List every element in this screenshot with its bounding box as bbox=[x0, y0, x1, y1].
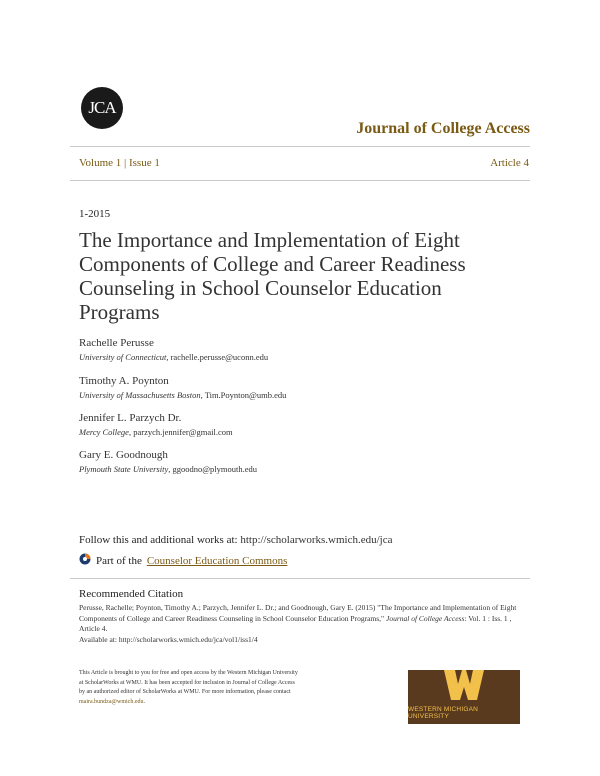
article-title[interactable]: The Importance and Implementation of Eight Components of College and Career Readiness Counseling in School Counselor Education Programs bbox=[79, 228, 466, 324]
author-name[interactable]: Rachelle Perusse bbox=[79, 337, 154, 349]
author-email: , rachelle.perusse@uconn.edu bbox=[166, 352, 269, 362]
footer-note-text: This Article is brought to you for free and open access by the Western Michigan University at ScholarWorks at WMU. It has been accepted for inclusion in Journal of College Access by an authorized editor of ScholarWorks at WMU. For more information, please contact bbox=[79, 670, 298, 695]
logo-text: JCA bbox=[88, 98, 116, 117]
citation-available-at[interactable]: Available at: http://scholarworks.wmich.edu/jca/vol1/iss1/4 bbox=[79, 634, 258, 644]
author-name[interactable]: Gary E. Goodnough bbox=[79, 449, 168, 461]
author-block bbox=[79, 375, 286, 400]
divider-middle bbox=[70, 578, 530, 579]
commons-network-icon bbox=[79, 553, 91, 568]
wmu-logo[interactable] bbox=[408, 670, 520, 724]
part-of-text: Part of the bbox=[96, 554, 142, 567]
commons-link[interactable]: Counselor Education Commons bbox=[146, 554, 288, 567]
publication-date: 1-2015 bbox=[79, 208, 111, 220]
part-of-line bbox=[79, 553, 287, 568]
author-affiliation bbox=[79, 464, 257, 474]
contact-email-link[interactable]: maira.bundza@wmich.edu bbox=[79, 698, 144, 705]
author-email: , parzych.jennifer@gmail.com bbox=[128, 427, 233, 437]
follow-text: Follow this and additional works at: bbox=[79, 534, 241, 546]
divider-header-bottom bbox=[70, 180, 530, 181]
author-name[interactable]: Timothy A. Poynton bbox=[79, 375, 169, 387]
wmu-w-icon bbox=[444, 670, 484, 700]
author-affiliation bbox=[79, 427, 233, 437]
journal-title[interactable]: Journal of College Access bbox=[356, 120, 530, 137]
citation-text bbox=[79, 603, 519, 645]
divider-top bbox=[70, 146, 530, 147]
recommended-citation-heading: Recommended Citation bbox=[79, 588, 184, 600]
follow-line bbox=[79, 534, 392, 546]
author-affiliation bbox=[79, 390, 286, 400]
citation-main: Perusse, Rachelle; Poynton, Timothy A.; Parzych, Jennifer L. Dr.; and Goodnough, Gary E. (2015) "The Importance and Implementation of Eight Components of College and Career Readiness Counseling in School Counselor Education Programs," bbox=[79, 603, 517, 623]
author-block bbox=[79, 449, 257, 474]
author-institution: University of Connecticut bbox=[79, 352, 167, 362]
author-affiliation bbox=[79, 352, 268, 362]
footer-note bbox=[79, 669, 299, 707]
wmu-label: WESTERN MICHIGAN UNIVERSITY bbox=[408, 706, 479, 720]
author-block bbox=[79, 337, 268, 362]
author-institution: University of Massachusetts Boston bbox=[79, 390, 201, 400]
follow-link[interactable]: http://scholarworks.wmich.edu/jca bbox=[240, 534, 393, 546]
citation-journal: Journal of College Access bbox=[385, 613, 465, 623]
author-email: , ggoodno@plymouth.edu bbox=[168, 464, 258, 474]
footer-note-end: . bbox=[143, 698, 146, 705]
author-email: , Tim.Poynton@umb.edu bbox=[200, 390, 287, 400]
author-block bbox=[79, 412, 233, 437]
article-number[interactable]: Article 4 bbox=[490, 157, 529, 169]
author-institution: Plymouth State University bbox=[79, 464, 169, 474]
author-institution: Mercy College bbox=[79, 427, 129, 437]
citation-volume: : Vol. 1 : Iss. 1 , Article 4. bbox=[79, 613, 512, 633]
volume-issue[interactable]: Volume 1 | Issue 1 bbox=[79, 157, 160, 169]
journal-logo bbox=[81, 87, 123, 129]
author-name[interactable]: Jennifer L. Parzych Dr. bbox=[79, 412, 182, 424]
